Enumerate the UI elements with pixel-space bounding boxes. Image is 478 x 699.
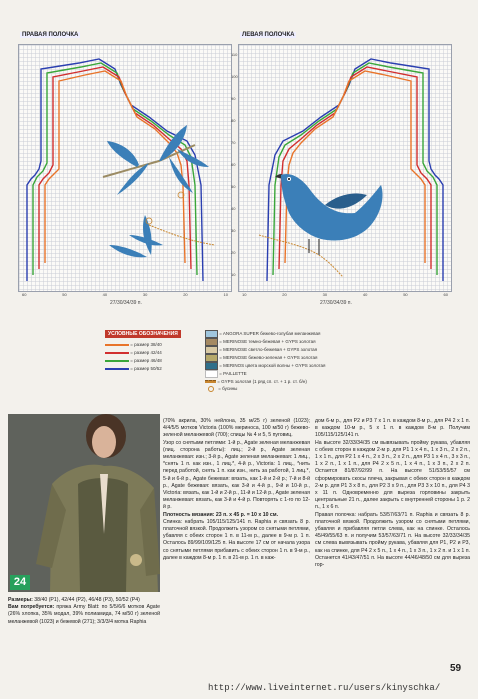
legend-size-3: = размер 46/48 — [105, 358, 200, 363]
legend-yarn-5: = MERINOS цвета морской волны + GYPS золотая — [205, 362, 405, 370]
text-column-3: дом 6-м р., для Р2 и Р3 7 х 1 п. в каждом 8-м р., для Р4 2 х 1 п. в каждом 10-м р., 5 х 1 п. в каждом 8-м р. Получим 105/115/125/141 п. На высоте 32/33/34/35 см вывязывать пройму рукава, убавляя с обеих сторон в каждом 2-м р. для Р1 1 х 4 п., 1 х 3 п., 2 х 2 п., 1 х 1 п., для Р2 1 х 4 п., 2 х 3 п., 2 х 2 п., для Р3 1 х 4 п., 3 х 3 п., 1 х 2 п., 1 х 1 п., для Р4 2 х 5 п., 1 х 4 п., 1 х 3 п., 2 х 2 п. Остается 81/87/92/99 п. На высоте 51/53/55/57 см сформировать скосы плеча, закрывая с обеих сторон в каждом 2-м р. для Р1 3 х 8 п., для Р2 3 х 9 п., для Р3 3 х 10 п., для Р4 3 х 11 п. Одновременно для выреза горловины закрыть центральные 21 п., далее закрыть с внутренней стороны 1 р. 2 п., 1 х 6 п. Правая полочка: набрать 53/57/63/71 п. Raphia и связать 8 р. платочной вязкой. Продолжить узором со снятыми петлями, убавляя и прибавляя петли слева, как на спинке. Осталось 45/49/55/63 п. и получим 53/57/63/71 п. На высоте 32/33/34/35 см слева вывязывать пройму рукава, убавляя для Р1, Р2 и Р3, как на спинке, для Р4 2 х 5 п., 1 х 4 п., 1 х 3 п., 1 х 2 п. и 1 х 1 п. Останется 41/43/47/51 п. На высоте 44/46/48/50 см для выреза гор- — [315, 418, 470, 569]
source-url[interactable]: http://www.liveinternet.ru/users/kinyschka/ — [208, 683, 441, 693]
model-photo — [8, 414, 160, 592]
legend-sizes — [105, 342, 200, 371]
bead-icon — [208, 386, 214, 392]
size4-line — [105, 368, 129, 370]
legend-yarn-1: = ANGORA SUPER бежево-голубая меланжевая — [205, 330, 405, 338]
left-chart-title: ЛЕВАЯ ПОЛОЧКА — [242, 32, 295, 38]
legend-yarn-7: = GYPS золотая (1 ряд сп. ст. + 1 р. ст. б/н) — [205, 378, 405, 385]
swatch-sea — [205, 362, 218, 370]
legend-yarn-2: = MERINOSE темно-бежевая + GYPS золотая — [205, 338, 405, 346]
legend — [105, 330, 405, 392]
legend-size-1: = размер 38/40 — [105, 342, 200, 347]
right-chart-caption: 27/30/34/39 п. — [110, 300, 142, 306]
size2-line — [105, 352, 129, 354]
page-number: 59 — [450, 663, 462, 674]
legend-yarn-4: = MERINOSE бежево-зеленая + GYPS золотая — [205, 354, 405, 362]
left-front-outline — [239, 45, 451, 291]
size1-line — [105, 344, 129, 346]
right-front-outline — [19, 45, 231, 291]
left-bottom-axis: 10 20 30 40 50 60 — [242, 292, 448, 297]
legend-yarn-6: = PAILLETTE — [205, 370, 405, 378]
right-chart-title: ПРАВАЯ ПОЛОЧКА — [22, 32, 79, 38]
swatch-light-beige — [205, 346, 218, 354]
left-front-chart — [238, 44, 452, 292]
leaf-motif — [103, 125, 215, 257]
legend-header: УСЛОВНЫЕ ОБОЗНАЧЕНИЯ — [105, 330, 181, 338]
swatch-beige-green — [205, 354, 218, 362]
model-illustration — [8, 414, 160, 592]
gyps-line-icon — [205, 380, 216, 383]
bird-motif — [259, 174, 383, 277]
legend-size-2: = размер 42/44 — [105, 350, 200, 355]
text-column-2: (70% акрила, 30% нейлона, 35 м/25 г) зеленой (1023); 4/4/5/5 мотков Victoria (100% мериноса, 100 м/50 г) бежево-зеленой меланжевой (700); спицы № 4 и 5, 5 пуговиц. Узор со снятыми петлями: 1-й р., Agate зеленая меланжевая (лиц. сторона работы): лиц.; 2-й р., Agate зеленая меланжевая: изн.; 3-й р., Agate зеленая меланжевая: 1 лиц., *снять 1 п. как изн., 1 лиц.*, 4-й р., Victoria: 1 лиц., *нить перед работой, снять 1 п. как изн., нить за работой, 1 лиц.*, 5-й и 6-й р., Agate бежевая: вязать, как 1-й и 2-й р.; 7-й и 8-й р., Agate бежевая: вязать, как 3-й и 4-й р., 9-й и 10-й р., Victoria: вязать, как 1-й и 2-й р., 11-й и 12-й р., Agate зеленая меланжевая: вязать, как 3-й и 4-й р. Повторять с 1-го по 12-й р. Плотность вязания: 23 п. х 45 р. = 10 х 10 см. Спинка: набрать 105/115/125/141 п. Raphia и связать 8 р. платочной вязкой. Продолжить узором со снятыми петлями, убавляя с обеих сторон 1 п. в 11-м р., далее в 9-м р. 1 п. Осталось 89/99/109/125 п. На высоте 17 см от начала узора со снятыми петлями прибавить с обеих сторон 1 п. в 9-м р., далее в каждом 8-м р. 1 п. в 21-м р. 1 п. в каж- — [163, 418, 310, 561]
size3-line — [105, 360, 129, 362]
legend-size-4: = размер 50/52 — [105, 366, 200, 371]
left-chart-caption: 27/30/34/39 п. — [320, 300, 352, 306]
swatch-dark-beige — [205, 338, 218, 346]
swatch-angora — [205, 330, 218, 338]
swatch-paillette — [205, 370, 218, 378]
right-front-chart — [18, 44, 232, 292]
left-axis-labels: 110 100 90 80 70 60 50 40 30 20 10 — [231, 52, 238, 277]
legend-yarn-3: = MERINOSE светло-бежевая + GYPS золотая — [205, 346, 405, 354]
right-bottom-axis: 60 50 40 30 20 10 — [22, 292, 228, 297]
legend-yarn-8: = бусины — [205, 385, 405, 392]
legend-yarns — [205, 330, 405, 393]
text-column-1: Размеры: 38/40 (P1), 42/44 (P2), 46/48 (P3), 50/52 (P4) Вам потребуется: пряжа Army Blatt: по 5/5/6/6 мотков Agate (26% хлопка, 35% модал, 39% полиамида, 74 м/50 г) зеленой меланжевой (1023) и бежевой (271); 3/3/3/4 мотка Raphia — [8, 597, 160, 625]
model-number-badge: 24 — [10, 575, 30, 590]
chart-area — [10, 24, 468, 314]
